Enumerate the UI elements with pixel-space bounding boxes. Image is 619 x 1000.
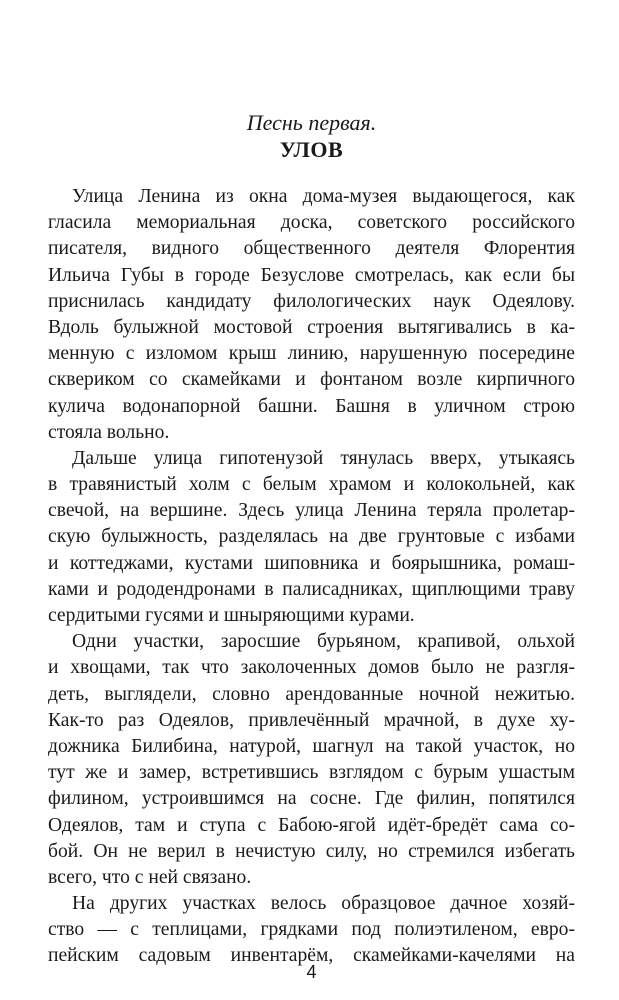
chapter-title: УЛОВ [279,137,344,162]
text-line: Улица Ленина из окна дома-музея выдающегося, как [72,186,575,207]
text-line: стояла вольно. [48,421,170,443]
text-line: бой. Он не верил в нечистую силу, но стремился избегать [48,840,575,862]
paragraph [48,446,575,629]
text-line: тут же и замер, встретившись взглядом с бурым ушастым [48,762,575,784]
paragraph [48,891,575,970]
text-line: ство — с теплицами, грядками под полиэтиленом, евро- [48,919,575,941]
text-line: менную с изломом крыш линию, нарушенную посередине [48,343,575,365]
page-number: 4 [306,962,317,982]
text-line: Ильича Губы в городе Безуслове смотрелась, как если бы [48,264,575,286]
book-page [48,0,575,1000]
chapter-subtitle: Песнь первая. [246,110,377,135]
text-line: Дальше улица гипотенузой тянулась вверх, утыкаясь [72,447,575,469]
text-line: скую булыжность, разделялась на две грунтовые с избами [48,526,575,548]
text-line: Одеялов, там и ступа с Бабою-ягой идёт-бредёт сама со- [48,814,575,836]
text-line: сердитыми гусями и шныряющими курами. [48,605,415,626]
body-text [48,184,575,970]
text-line: Вдоль булыжной мостовой строения вытягивались в ка- [48,316,575,338]
text-line: пейским садовым инвентарём, скамейками-качелями на [48,945,575,967]
text-line: ками и рододендронами в палисадниках, щиплющими траву [48,578,575,600]
text-line: филином, устроившимся на сосне. Где филин, попятился [48,788,575,810]
text-line: и хвощами, так что заколоченных домов было не разгля- [48,657,575,679]
paragraph [48,184,575,446]
text-line: и коттеджами, кустами шиповника и боярышника, ромаш- [48,552,575,574]
text-line: дожника Билибина, натурой, шагнул на такой участок, но [48,735,575,757]
text-line: в травянистый холм с белым храмом и колокольней, как [48,474,575,496]
text-line: всего, что с ней связано. [48,866,252,888]
text-line: гласила мемориальная доска, советского российского [48,212,575,234]
text-line: На других участках велось образцовое дачное хозяй- [72,893,575,915]
text-line: сквериком со скамейками и фонтаном возле кирпичного [48,369,575,391]
text-line: Как-то раз Одеялов, привлечённый мрачной, в духе ху- [48,709,575,731]
paragraph [48,629,575,891]
text-line: писателя, видного общественного деятеля Флорентия [48,238,575,260]
text-line: кулича водонапорной башни. Башня в уличном строю [48,395,575,417]
text-line: приснилась кандидату филологических наук Одеялову. [48,290,575,312]
text-line: свечой, на вершине. Здесь улица Ленина теряла пролетар- [48,500,575,522]
text-line: деть, выглядели, словно арендованные ночной нежитью. [48,683,575,705]
text-line: Одни участки, заросшие бурьяном, крапивой, ольхой [72,631,575,653]
